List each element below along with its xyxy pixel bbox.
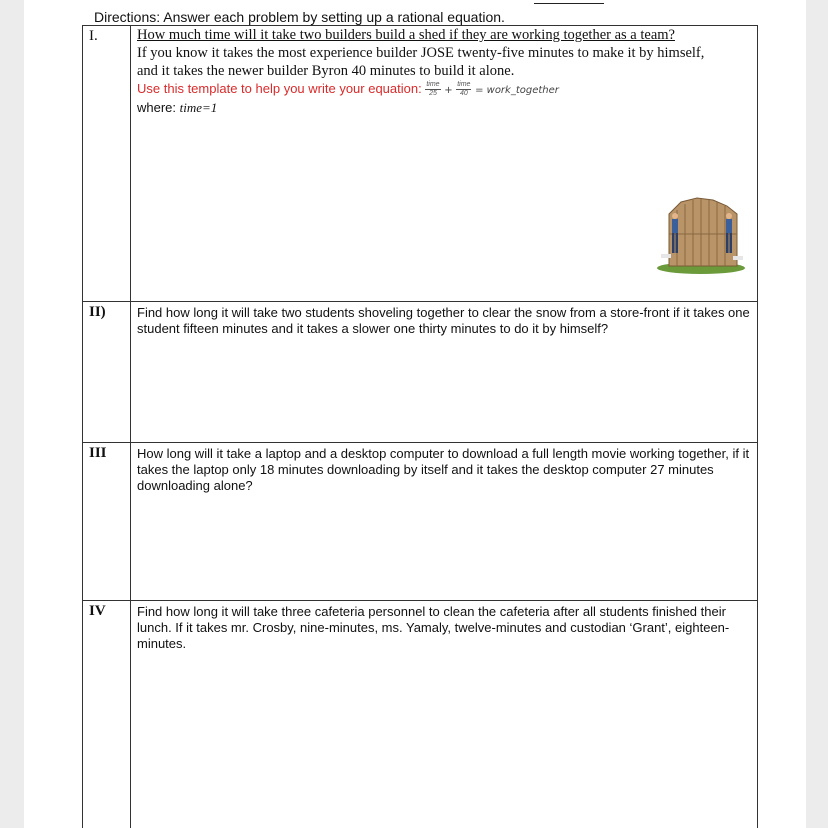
problem-number-2: II)	[83, 302, 131, 443]
problems-table	[82, 25, 758, 828]
where-value: time=1	[179, 100, 218, 115]
fraction-time-over-25: $\frac{\text{time}}{25}$	[426, 81, 440, 98]
problem-row-4	[83, 601, 758, 828]
equation-template	[137, 80, 751, 100]
name-blank-line	[534, 0, 604, 4]
problem-body-4	[131, 601, 758, 828]
problem-3-text: How long will it take a laptop and a desktop computer to download a full length movie working together, if it takes the laptop only 18 minutes downloading by itself and it takes the desktop computer 27 minutes downloading alone?	[137, 446, 750, 493]
template-plus: +	[444, 85, 453, 96]
where-line	[137, 100, 751, 116]
problem-number-3: III	[83, 443, 131, 601]
problem-2-text: Find how long it will take two students shoveling together to clear the snow from a store-front if it takes one student fifteen minutes and it takes a slower one thirty minutes to do it by himself?	[137, 305, 750, 336]
problem-body-3	[131, 443, 758, 601]
builders-shed-icon	[657, 194, 745, 276]
problem-number-4: IV	[83, 601, 131, 828]
problem-row-3	[83, 443, 758, 601]
problem-number-1: I.	[83, 26, 131, 302]
template-result: = work_together	[475, 85, 559, 96]
problem-1-info-line2: and it takes the newer builder Byron 40 minutes to build it alone.	[137, 63, 515, 79]
template-text: Use this template to help you write your equation:	[137, 81, 422, 96]
directions-text: Directions: Answer each problem by setting up a rational equation.	[94, 9, 505, 25]
fraction-time-over-40: $\frac{\text{time}}{40}$	[457, 81, 471, 98]
problem-1-question: How much time will it take two builders build a shed if they are working together as a team?	[137, 27, 675, 43]
problem-body-1	[131, 26, 758, 302]
worksheet-page	[24, 0, 806, 828]
problem-row-1	[83, 26, 758, 302]
problem-body-2	[131, 302, 758, 443]
cut-off-header	[114, 0, 714, 5]
problem-row-2	[83, 302, 758, 443]
where-label: where:	[137, 100, 177, 115]
problem-4-text: Find how long it will take three cafeteria personnel to clean the cafeteria after all students finished their lunch. If it takes mr. Crosby, nine-minutes, ms. Yamaly, twelve-minutes and custodian ‘Grant’, eighteen-minutes.	[137, 604, 730, 651]
problem-1-info-line1: If you know it takes the most experience builder JOSE twenty-five minutes to make it by himself,	[137, 45, 705, 61]
